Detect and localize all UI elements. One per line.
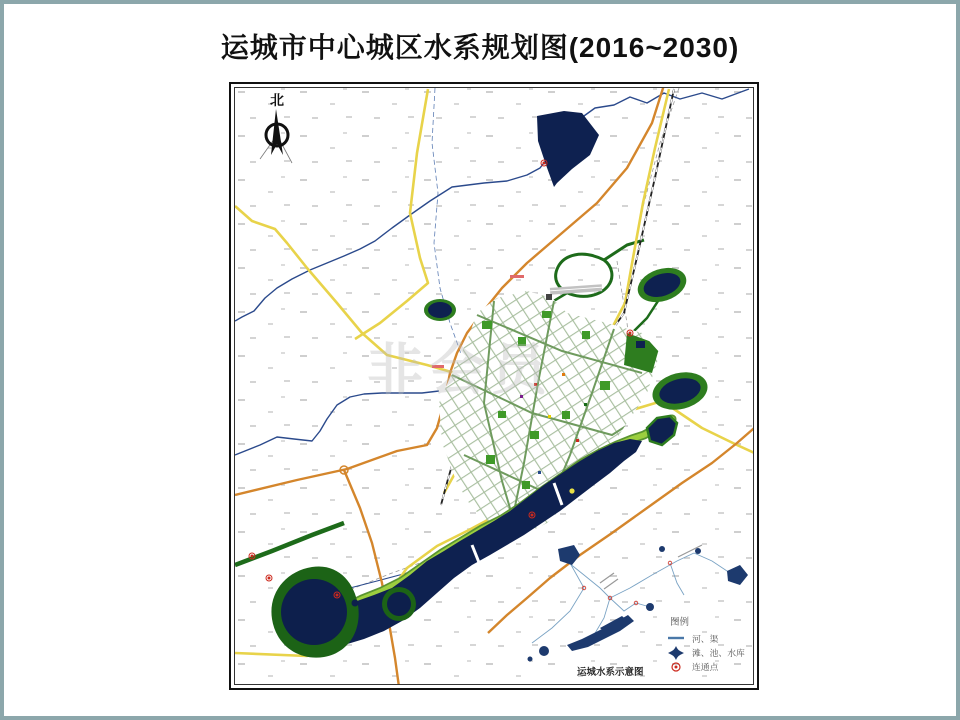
legend-lake-label: 滩、池、水库 bbox=[692, 648, 745, 658]
lake-marker-dot bbox=[569, 488, 574, 493]
inset-caption: 运城水系示意图 bbox=[577, 667, 644, 678]
red-label-mark-2 bbox=[432, 365, 444, 368]
red-label-mark bbox=[510, 275, 524, 278]
legend-connection-label: 连通点 bbox=[692, 662, 719, 672]
legend-river-label: 河、渠 bbox=[692, 634, 719, 644]
watermark: 非会员 bbox=[367, 338, 553, 401]
map-canvas bbox=[234, 87, 754, 685]
map-frame bbox=[229, 82, 759, 690]
north-label: 北 bbox=[270, 92, 284, 108]
legend-title: 图例 bbox=[670, 617, 690, 628]
water-system-map bbox=[235, 88, 754, 685]
page-title: 运城市中心城区水系规划图(2016~2030) bbox=[220, 32, 740, 63]
